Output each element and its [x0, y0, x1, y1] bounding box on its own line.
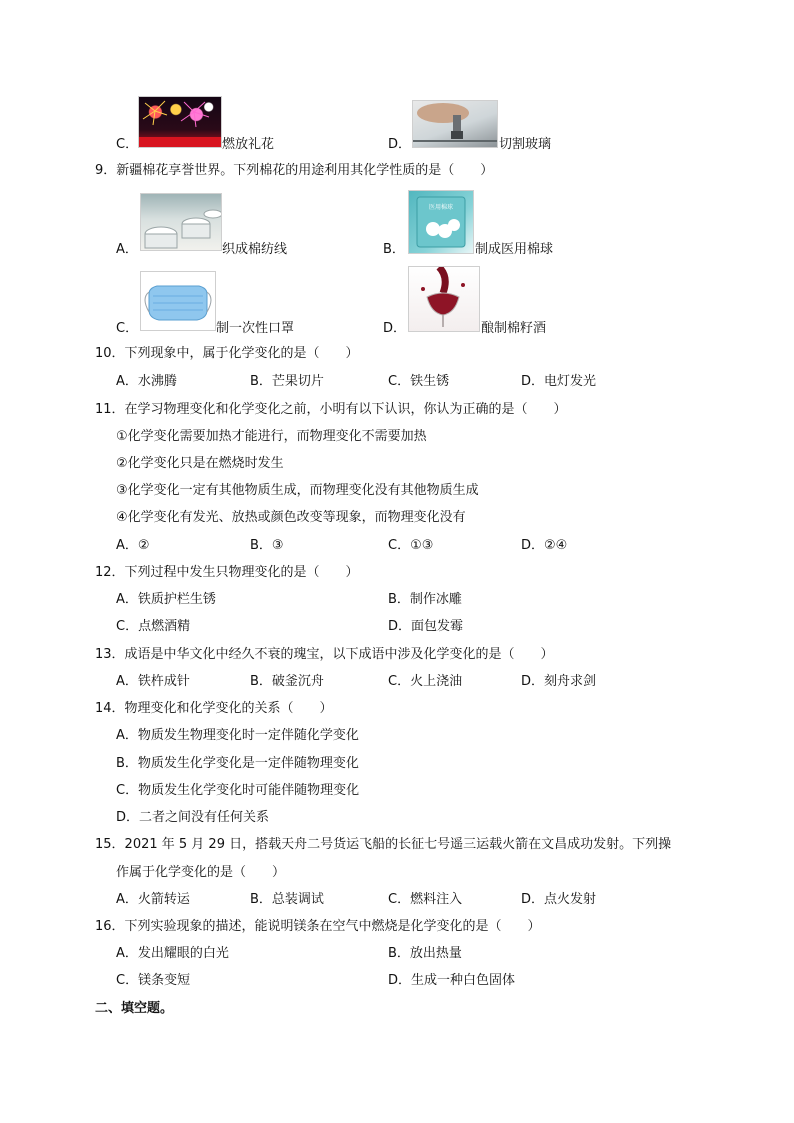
- glass-cutting-graphic: [413, 101, 497, 147]
- q11-stem: 11．在学习物理变化和化学变化之前，小明有以下认识，你认为正确的是（ ）: [95, 402, 567, 417]
- q15-option-d: D．点火发射: [521, 892, 597, 907]
- q16-option-b: B．放出热量: [388, 946, 462, 961]
- medical-cotton-pack-graphic: [409, 191, 473, 253]
- section-2-title: 二、填空题。: [95, 1001, 174, 1016]
- q13-stem: 13．成语是中华文化中经久不衰的瑰宝，以下成语中涉及化学变化的是（ ）: [95, 647, 554, 662]
- q12-option-d: D．面包发霉: [388, 619, 464, 634]
- face-mask-graphic: [141, 272, 215, 330]
- q9-option-b-text: 制成医用棉球: [475, 242, 554, 257]
- q11-statement-1: ①化学变化需要加热才能进行，而物理变化不需要加热: [116, 429, 427, 444]
- q12-option-a: A．铁质护栏生锈: [116, 592, 216, 607]
- q11-statement-3: ③化学变化一定有其他物质生成，而物理变化没有其他物质生成: [116, 483, 479, 498]
- q14-stem: 14．物理变化和化学变化的关系（ ）: [95, 701, 333, 716]
- q9-option-d-text: 酿制棉籽酒: [481, 321, 547, 336]
- q11-statement-2: ②化学变化只是在燃烧时发生: [116, 456, 284, 471]
- q15-stem-line2: 作属于化学变化的是（ ）: [116, 865, 286, 880]
- wine-pour-image: [408, 266, 480, 332]
- q12-option-b: B．制作冰雕: [388, 592, 462, 607]
- wine-pour-graphic: [409, 267, 479, 331]
- face-mask-image: [140, 271, 216, 331]
- q9-option-b-label: B．: [383, 242, 405, 257]
- q10-option-d: D．电灯发光: [521, 374, 597, 389]
- q14-option-b: B．物质发生化学变化是一定伴随物理变化: [116, 756, 359, 771]
- q15-option-b: B．总装调试: [250, 892, 324, 907]
- q10-option-c: C．铁生锈: [388, 374, 450, 389]
- q16-option-d: D．生成一种白色固体: [388, 973, 516, 988]
- q8-option-c-label: C．: [116, 137, 139, 152]
- q9-option-d-label: D．: [383, 321, 407, 336]
- q10-option-b: B．芒果切片: [250, 374, 324, 389]
- q14-option-c: C．物质发生化学变化时可能伴随物理变化: [116, 783, 360, 798]
- q14-option-d: D．二者之间没有任何关系: [116, 810, 270, 825]
- q11-option-b: B．③: [250, 538, 284, 553]
- q15-stem-line1: 15．2021 年 5 月 29 日，搭载天舟二号货运飞船的长征七号遥三运载火箭在文昌成功发射。下列操: [95, 837, 672, 852]
- q9-option-a-label: A．: [116, 242, 138, 257]
- q15-option-c: C．燃料注入: [388, 892, 463, 907]
- q16-option-a: A．发出耀眼的白光: [116, 946, 229, 961]
- q9-option-c-label: C．: [116, 321, 139, 336]
- q13-option-d: D．刻舟求剑: [521, 674, 597, 689]
- medical-cotton-pack-image: [408, 190, 474, 254]
- q9-stem: 9．新疆棉花享誉世界。下列棉花的用途利用其化学性质的是（ ）: [95, 163, 494, 178]
- q11-option-a: A．②: [116, 538, 150, 553]
- q9-option-a-text: 织成棉纺线: [222, 242, 288, 257]
- q8-option-c-text: 燃放礼花: [222, 137, 275, 152]
- fireworks-graphic: [139, 97, 221, 147]
- q13-option-a: A．铁杵成针: [116, 674, 190, 689]
- q12-option-c: C．点燃酒精: [116, 619, 191, 634]
- fireworks-image: [138, 96, 222, 148]
- q13-option-c: C．火上浇油: [388, 674, 463, 689]
- q16-stem: 16．下列实验现象的描述，能说明镁条在空气中燃烧是化学变化的是（ ）: [95, 919, 541, 934]
- glass-cutting-image: [412, 100, 498, 148]
- q11-option-c: C．①③: [388, 538, 434, 553]
- q11-statement-4: ④化学变化有发光、放热或颜色改变等现象，而物理变化没有: [116, 510, 466, 525]
- cotton-factory-graphic: [141, 194, 221, 250]
- q8-option-d-label: D．: [388, 137, 412, 152]
- q16-option-c: C．镁条变短: [116, 973, 191, 988]
- q15-option-a: A．火箭转运: [116, 892, 190, 907]
- q10-option-a: A．水沸腾: [116, 374, 177, 389]
- q10-stem: 10．下列现象中，属于化学变化的是（ ）: [95, 346, 359, 361]
- q9-option-c-text: 制一次性口罩: [216, 321, 295, 336]
- q14-option-a: A．物质发生物理变化时一定伴随化学变化: [116, 728, 359, 743]
- cotton-factory-image: [140, 193, 222, 251]
- q8-option-d-text: 切割玻璃: [499, 137, 552, 152]
- q13-option-b: B．破釜沉舟: [250, 674, 324, 689]
- q12-stem: 12．下列过程中发生只物理变化的是（ ）: [95, 565, 359, 580]
- q11-option-d: D．②④: [521, 538, 568, 553]
- pack-label: 医用棉球: [428, 204, 454, 211]
